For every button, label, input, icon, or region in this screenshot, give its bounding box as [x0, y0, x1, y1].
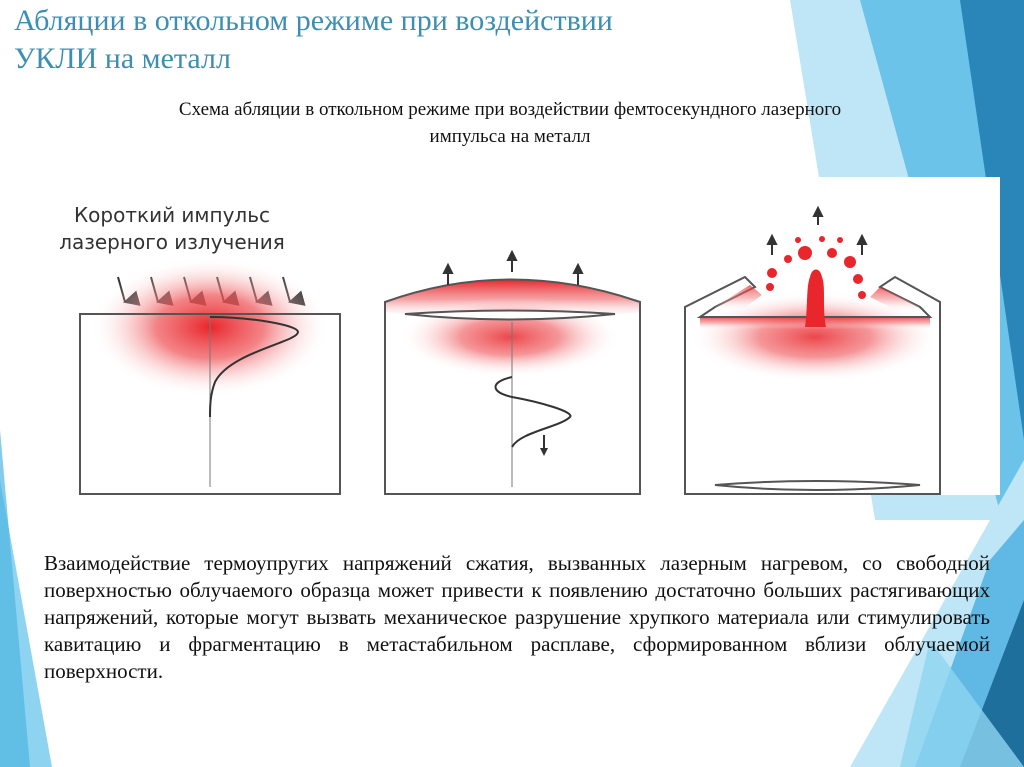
up-arrow-head	[768, 236, 776, 244]
pulse-label-line-2: лазерного излучения	[59, 230, 285, 254]
droplet	[819, 236, 825, 242]
up-arrow-head	[574, 265, 582, 273]
slide-title-line-2: УКЛИ на металл	[14, 42, 231, 75]
droplet	[766, 283, 774, 291]
bottom-cavity	[715, 481, 920, 490]
up-arrow-head	[508, 252, 516, 260]
up-arrow-head	[444, 265, 452, 273]
stress-wave	[496, 377, 571, 447]
ablation-diagram-panel	[50, 177, 1000, 495]
stress-wave-arrow-head	[540, 448, 548, 456]
droplet	[858, 291, 866, 299]
droplet	[844, 256, 856, 268]
panel-3-fragmentation	[685, 208, 940, 494]
pulse-label-line-1: Короткий импульс	[73, 203, 271, 227]
droplet	[837, 237, 843, 243]
heat-zone	[400, 297, 620, 377]
figure-caption-line-2: импульса на металл	[429, 126, 591, 147]
ejection-arrows	[768, 208, 866, 255]
body-paragraph: Взаимодействие термоупругих напряжений сжатия, вызванных лазерным нагревом, со свободной поверхностью облучаемого образца может привести к появлению достаточно больших растягивающих напряжений, которые могут вызвать механическое разрушение хрупкого материала или стимулировать кавитацию и фрагментацию в метастабильном расплаве, сформированном вблизи облучаемой поверхности.	[44, 551, 990, 683]
panel-2-spall-layer	[385, 252, 640, 494]
slide-title-line-1: Абляции в откольном режиме при воздействии	[14, 4, 613, 37]
droplet	[798, 246, 812, 260]
figure-caption	[40, 96, 980, 150]
bottom-left-triangle	[0, 430, 30, 767]
droplet	[767, 268, 777, 278]
up-arrow-head	[858, 236, 866, 244]
molten-jet	[805, 270, 826, 328]
figure-caption-line-1: Схема абляции в откольном режиме при воздействии фемтосекундного лазерного	[178, 99, 842, 120]
up-arrow-head	[814, 208, 822, 216]
droplet	[784, 255, 792, 263]
droplet	[795, 237, 801, 243]
panel-1-incident-pulse	[80, 257, 340, 494]
slide-title	[14, 2, 774, 78]
droplet	[827, 248, 837, 258]
ablation-diagram	[50, 177, 1000, 495]
droplet	[853, 274, 863, 284]
